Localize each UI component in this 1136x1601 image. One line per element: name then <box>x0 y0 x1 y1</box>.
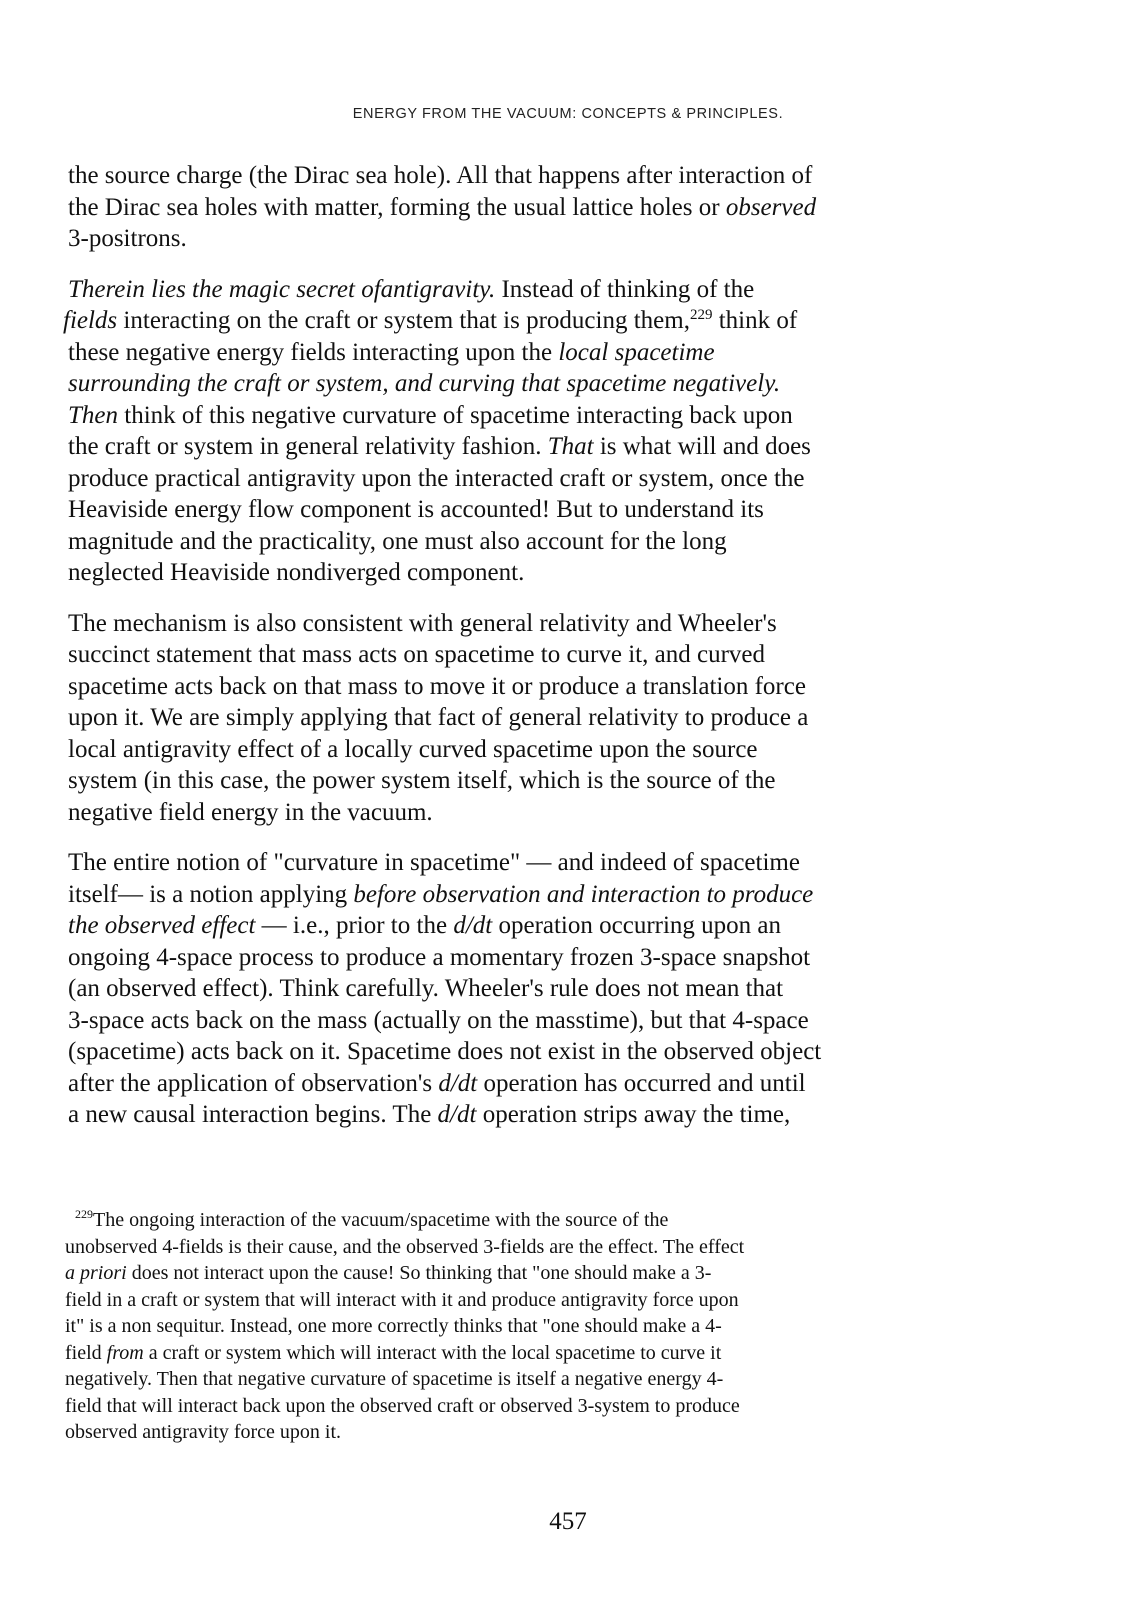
text-run: Instead of thinking of the <box>495 275 755 303</box>
text-run: operation occurring upon an <box>492 912 782 939</box>
text-run: magnitude and the practicality, one must also account for the long <box>68 527 727 555</box>
text-run: produce practical antigravity upon the interacted craft or system, once the <box>68 464 805 492</box>
text-run: observed antigravity force upon it. <box>65 1421 342 1443</box>
footnote-line <box>65 1340 925 1367</box>
paragraph-4 <box>68 847 938 1131</box>
text-line <box>68 526 938 558</box>
text-line <box>68 1005 938 1037</box>
text-line <box>68 557 938 589</box>
text-line <box>68 1036 938 1068</box>
text-run: it" is a non sequitur. Instead, one more correctly thinks that "one should make a 4- <box>65 1315 722 1337</box>
footnote-reference: 229 <box>689 307 713 323</box>
text-run: neglected Heaviside nondiverged component. <box>68 559 525 586</box>
paragraph-3 <box>68 608 938 829</box>
footnote-229 <box>65 1207 925 1446</box>
italic-text: a priori <box>65 1262 127 1284</box>
text-line <box>68 223 938 255</box>
footnote-line <box>65 1393 925 1420</box>
footnote-line <box>65 1366 925 1393</box>
text-run: these negative energy fields interacting upon the <box>68 338 559 366</box>
text-line <box>68 337 938 369</box>
text-run: itself— is a notion applying <box>68 880 354 908</box>
text-run: negative field energy in the vacuum. <box>68 798 433 826</box>
text-line <box>63 305 938 337</box>
text-run: The entire notion of "curvature in spacetime" — and indeed of spacetime <box>68 849 800 876</box>
text-run: after the application of observation's <box>68 1069 439 1097</box>
text-run: unobserved 4-fields is their cause, and the observed 3-fields are the effect. The effect <box>65 1235 745 1258</box>
footnote-line <box>65 1287 925 1314</box>
footnote-line <box>65 1313 925 1340</box>
italic-text: the observed effect <box>68 912 256 939</box>
text-line <box>68 765 938 797</box>
footnote-number: 229 <box>75 1207 93 1221</box>
text-run: 3-space acts back on the mass (actually on the masstime), but that 4-space <box>68 1006 809 1034</box>
italic-text: d/dt <box>437 1101 477 1128</box>
text-run: The ongoing interaction of the vacuum/spacetime with the source of the <box>93 1209 669 1231</box>
text-line <box>68 1068 938 1100</box>
text-line <box>68 494 938 526</box>
text-line <box>68 368 938 400</box>
text-line <box>68 879 938 911</box>
text-line <box>68 160 938 192</box>
italic-text: d/dt <box>438 1069 478 1097</box>
main-text <box>63 160 938 1150</box>
text-run: field that will interact back upon the observed craft or observed 3-system to produce <box>65 1394 740 1417</box>
italic-text: surrounding the craft or system, and curving that spacetime negatively. <box>68 370 781 397</box>
text-line <box>68 639 938 671</box>
text-run: The mechanism is also consistent with general relativity and Wheeler's <box>68 609 777 637</box>
running-header: ENERGY FROM THE VACUUM: CONCEPTS & PRINCIPLES. <box>352 106 784 122</box>
italic-text: d/dt <box>453 912 493 939</box>
text-line <box>68 274 938 306</box>
text-line <box>68 192 938 224</box>
text-run: (spacetime) acts back on it. Spacetime does not exist in the observed object <box>68 1038 822 1065</box>
text-run: system (in this case, the power system itself, which is the source of the <box>68 767 776 794</box>
italic-text: Therein lies the magic secret ofantigravity. <box>68 275 496 303</box>
text-run: (an observed effect). Think carefully. Wheeler's rule does not mean that <box>68 975 784 1002</box>
text-line <box>68 702 938 734</box>
text-run: field in a craft or system that will interact with it and produce antigravity force upon <box>65 1288 739 1311</box>
text-run: spacetime acts back on that mass to move it or produce a translation force <box>68 672 806 700</box>
footnote-line <box>65 1207 925 1234</box>
text-line <box>68 797 938 829</box>
text-line <box>68 847 938 879</box>
text-run: 3-positrons. <box>68 225 187 252</box>
text-run: — i.e., prior to the <box>255 912 454 939</box>
italic-text: fields <box>63 307 118 334</box>
text-run: interacting on the craft or system that is producing them, <box>117 307 690 334</box>
text-line <box>68 734 938 766</box>
text-run: upon it. We are simply applying that fact of general relativity to produce a <box>68 704 809 731</box>
text-run: field <box>65 1341 107 1364</box>
text-run: Heaviside energy flow component is accounted! But to understand its <box>68 496 764 523</box>
italic-text: local spacetime <box>558 338 715 366</box>
text-run: local antigravity effect of a locally curved spacetime upon the source <box>68 735 758 763</box>
text-line <box>68 463 938 495</box>
footnote-line <box>65 1260 925 1287</box>
text-run: negatively. Then that negative curvature of spacetime is itself a negative energy 4- <box>65 1368 724 1390</box>
text-run: a new causal interaction begins. The <box>68 1101 438 1128</box>
italic-text: observed <box>725 193 817 221</box>
text-run: the craft or system in general relativity fashion. <box>68 433 548 460</box>
text-line <box>68 942 938 974</box>
text-run: operation has occurred and until <box>477 1069 806 1097</box>
footnote-line <box>65 1419 925 1446</box>
text-run: operation strips away the time, <box>476 1101 791 1128</box>
italic-text: That <box>547 433 594 460</box>
text-run: think of <box>712 307 798 334</box>
text-run: the source charge (the Dirac sea hole). All that happens after interaction of <box>68 162 813 189</box>
text-run: the Dirac sea holes with matter, forming the usual lattice holes or <box>68 193 726 221</box>
text-line <box>68 400 938 432</box>
text-line <box>68 608 938 640</box>
italic-text: Then <box>68 401 118 429</box>
footnote-line <box>65 1234 925 1261</box>
text-run: is what will and does <box>593 433 811 460</box>
text-run: think of this negative curvature of spacetime interacting back upon <box>118 401 793 429</box>
text-run: does not interact upon the cause! So thinking that "one should make a 3- <box>126 1262 712 1284</box>
italic-text: from <box>106 1341 144 1364</box>
text-run: succinct statement that mass acts on spacetime to curve it, and curved <box>68 641 765 668</box>
paragraph-1 <box>68 160 938 255</box>
page-number: 457 <box>549 1508 587 1535</box>
text-line <box>68 973 938 1005</box>
text-line <box>68 910 938 942</box>
text-run: a craft or system which will interact with the local spacetime to curve it <box>143 1341 722 1364</box>
paragraph-2 <box>63 274 938 589</box>
italic-text: before observation and interaction to produce <box>353 880 814 908</box>
text-run: ongoing 4-space process to produce a momentary frozen 3-space snapshot <box>68 943 811 971</box>
text-line <box>68 1099 938 1131</box>
text-line <box>68 431 938 463</box>
text-line <box>68 671 938 703</box>
